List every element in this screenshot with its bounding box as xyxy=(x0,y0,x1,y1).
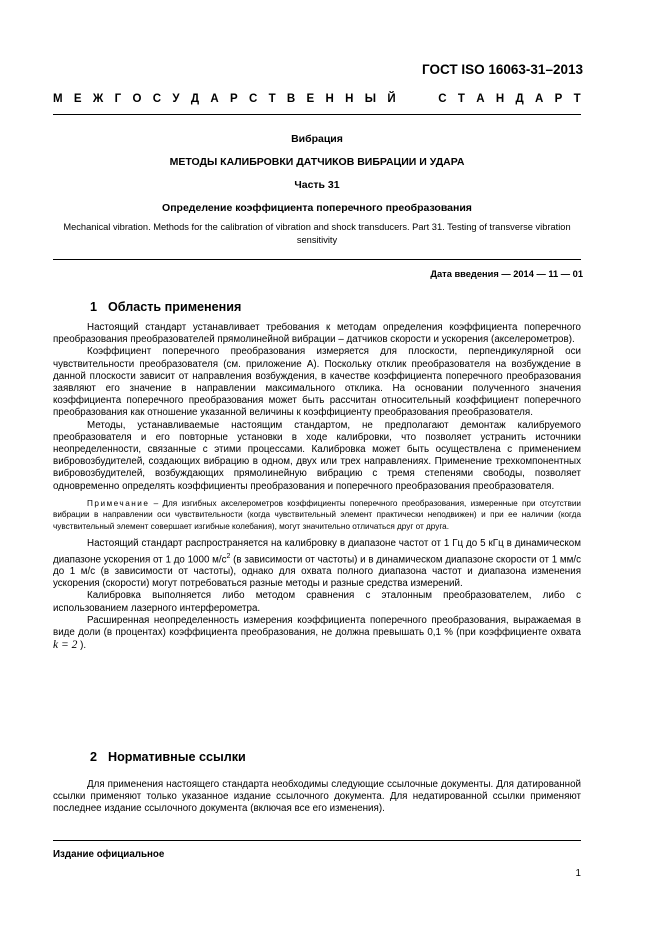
banner-letter: Р xyxy=(229,93,238,105)
paragraph: Коэффициент поперечного преобразования измеряется для плоскости, перпендикулярной оси чувствительности преобразователя (см. приложение А). Поскольку отклик преобразователя на возбуждение в данной плоскости зависит от направления возбуждения, в качестве коэффициента поперечного преобразования заявляют его значение в направлении максимального отклика. На основании полученного значения коэффициента поперечного преобразования может быть рассчитан относительный коэффициент поперечного преобразования как отношение указанной величины к коэффициенту преобразования преобразователя. xyxy=(53,346,581,419)
paragraph-text: (в зависимости от частоты) и в динамическом диапазоне скорости от 1 мм/с до 1 м/с (в зависимости от частоты), однако для охвата полного диапазона частот и диапазона изменения ускорения (скорости) могут потребоваться разные методы и разные средства измерений. xyxy=(53,553,581,590)
title-line-4: Определение коэффициента поперечного преобразования xyxy=(162,202,472,214)
superscript: 2 xyxy=(226,552,231,560)
standard-number: ГОСТ ISO 16063-31–2013 xyxy=(422,62,583,77)
paragraph: Настоящий стандарт устанавливает требования к методам определения коэффициента поперечного преобразования преобразователей прямолинейной вибрации – датчиков скорости и ускорения (акселерометров). xyxy=(53,322,581,346)
title-line-2: МЕТОДЫ КАЛИБРОВКИ ДАТЧИКОВ ВИБРАЦИИ И УДАРА xyxy=(169,156,465,168)
title-line-1: Вибрация xyxy=(291,133,343,145)
banner-letter: А xyxy=(210,93,219,105)
banner-letter: Т xyxy=(457,93,465,105)
page-number: 1 xyxy=(575,868,581,879)
banner-letter: А xyxy=(476,93,485,105)
interstate-standard-banner xyxy=(53,93,581,105)
english-title: Mechanical vibration. Methods for the calibration of vibration and shock transducers. Part 31. Testing of transverse vibration sensitivity xyxy=(63,222,571,245)
title-line-3: Часть 31 xyxy=(294,179,340,191)
banner-letter: Е xyxy=(73,93,82,105)
banner-gap xyxy=(407,93,427,105)
section-2-body xyxy=(53,779,581,816)
banner-letter: Г xyxy=(114,93,122,105)
banner-letter: Д xyxy=(515,93,524,105)
banner-letter: С xyxy=(152,93,162,105)
paragraph-text: Настоящий стандарт распространяется на калибровку в диапазоне частот от 1 Гц до 5 кГц в динамическом диапазоне ускорения от 1 до 1000 м/с xyxy=(53,538,581,565)
footer-rule xyxy=(53,840,581,841)
banner-letter: Е xyxy=(306,93,315,105)
banner-letter: Ж xyxy=(92,93,104,105)
paragraph: Для применения настоящего стандарта необходимы следующие ссылочные документы. Для датированной ссылки применяют только указанное издание ссылочного документа. Для недатированной ссылки применяют последнее издание ссылочного документа (включая все его изменения). xyxy=(53,779,581,815)
banner-letter: Н xyxy=(345,93,354,105)
banner-letter: Н xyxy=(325,93,334,105)
paragraph xyxy=(53,538,581,590)
section-1-title: Область применения xyxy=(108,300,242,314)
banner-letter: Й xyxy=(387,93,396,105)
section-1-number: 1 xyxy=(90,300,98,314)
paragraph: Калибровка выполняется либо методом сравнения с эталонным преобразователем, либо с использованием лазерного интерферометра. xyxy=(53,590,581,614)
title-rule xyxy=(53,259,581,260)
section-2-title: Нормативные ссылки xyxy=(108,750,246,764)
note-text: – Для изгибных акселерометров коэффициенты поперечного преобразования, измеренные при отсутствии вибрации в направлении оси чувствительности (когда чувствительный элемент практически неподвижен) и при ее наличии (когда чувствительный элемент совершает изгибные колебания), могут значительно отличаться друг от друга. xyxy=(53,498,581,531)
banner-letter: Т xyxy=(573,93,581,105)
note-label: Примечание xyxy=(87,498,150,508)
coverage-factor-formula: k = 2 xyxy=(53,639,78,652)
banner-letter: С xyxy=(438,93,447,105)
section-2-number: 2 xyxy=(90,750,98,764)
banner-letter: Р xyxy=(554,93,563,105)
banner-letter: М xyxy=(53,93,63,105)
banner-letter: Ы xyxy=(364,93,377,105)
banner-letter: А xyxy=(534,93,544,105)
paragraph xyxy=(53,615,581,653)
banner-letter: У xyxy=(172,93,180,105)
banner-letter: Д xyxy=(190,93,200,105)
header-rule xyxy=(53,114,581,115)
paragraph-text: ). xyxy=(77,640,87,652)
title-block xyxy=(53,132,581,224)
paragraph: Методы, устанавливаемые настоящим стандартом, не предполагают демонтаж калибруемого преобразователя и его повторные установки в ходе калибровки, что позволяет устранить источники неопределенности, связанные с этими процессами. Калибровка может быть осуществлена с применением вибровозбудителей, создающих вибрацию в одном, двух или трех направлениях. Применение трехкомпонентных вибровозбудителей, возбуждающих прямолинейную вибрацию с тремя степенями свободы, позволяет одновременно определять коэффициенты преобразования и поперечного преобразования преобразователя. xyxy=(53,419,581,492)
banner-letter: О xyxy=(132,93,142,105)
banner-letter: С xyxy=(248,93,258,105)
introduction-date: Дата введения — 2014 — 11 — 01 xyxy=(430,269,583,279)
banner-letter: Н xyxy=(495,93,505,105)
banner-letter: Т xyxy=(268,93,276,105)
banner-letter: В xyxy=(286,93,296,105)
section-2-heading xyxy=(90,750,246,764)
section-1-body xyxy=(53,322,581,652)
paragraph-text: Расширенная неопределенность измерения коэффициента поперечного преобразования, выражаемая в виде доли (в процентах) коэффициента преобразования, не должна превышать 0,1 % (при коэффициенте охвата xyxy=(53,614,581,639)
note xyxy=(53,498,581,533)
section-1-heading xyxy=(90,300,241,314)
official-edition-label: Издание официальное xyxy=(53,849,165,860)
